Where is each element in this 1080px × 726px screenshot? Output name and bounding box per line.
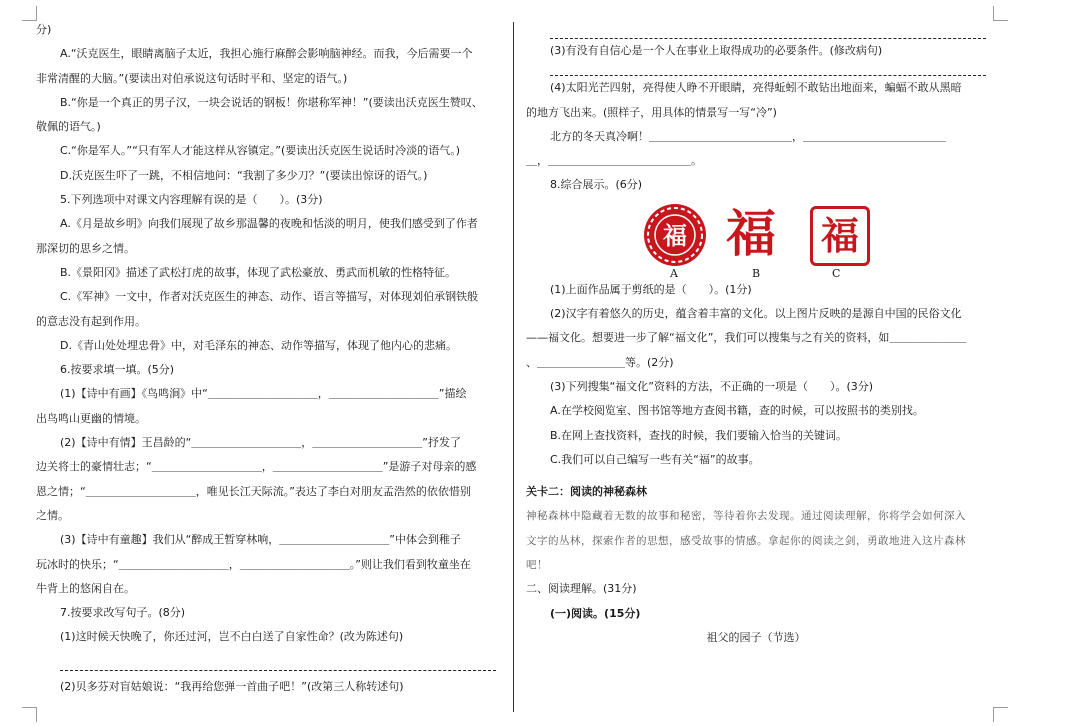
- question-7-1: (1)这时候天快晚了，你还过河，岂不白白送了自家性命？(改为陈述句): [60, 630, 404, 644]
- part-2-heading: 二、阅读理解。(31分): [526, 582, 637, 596]
- crop-mark-top-left: [22, 6, 37, 21]
- option-a: A.在学校阅览室、图书馆等地方查阅书籍，查的时候，可以按照书的类别找。: [550, 404, 924, 418]
- left-column: [36, 18, 496, 699]
- section-2-title: 关卡二：阅读的神秘森林: [526, 485, 647, 499]
- option-d: D.《青山处处埋忠骨》中，对毛泽东的神态、动作等描写，体现了他内心的悲痛。: [60, 338, 457, 352]
- option-c: C.《军神》一文中，作者对沃克医生的神态、动作、语言等描写，对体现刘伯承钢铁般: [60, 290, 479, 304]
- crop-mark-top-right: [993, 6, 1008, 21]
- papercut-pattern-icon: [644, 204, 706, 266]
- fu-char-c: 福: [820, 212, 859, 258]
- text-line: 敬佩的语气。): [36, 120, 101, 134]
- text-line: 分): [36, 23, 52, 36]
- text-line: ——福文化。想要进一步了解“福文化”，我们可以搜集与之有关的资料，如＿＿＿＿＿＿＿: [526, 331, 967, 345]
- answer-blank-line: [550, 26, 986, 39]
- question-8-1: (1)上面作品属于剪纸的是（ ）。(1分): [550, 282, 752, 296]
- answer-blank-line: [550, 63, 986, 76]
- text-line: 之情。: [36, 508, 69, 522]
- fill-blank-line: ＿，＿＿＿＿＿＿＿＿＿＿＿＿＿。: [526, 154, 702, 168]
- text-line: 出鸟鸣山更幽的情境。: [36, 411, 146, 425]
- right-column: [526, 26, 986, 650]
- text-line: 那深切的思乡之情。: [36, 241, 135, 255]
- text-line: 牛背上的悠闲自在。: [36, 581, 135, 595]
- option-a: A.“沃克医生，眼睛离脑子太近，我担心施行麻醉会影响脑神经。而我，今后需要一个: [60, 47, 473, 61]
- fu-artwork-row: [526, 202, 986, 280]
- text-line: 恩之情；“＿＿＿＿＿＿＿＿＿＿，唯见长江天际流。”表达了李白对朋友孟浩然的依依惜别: [36, 484, 471, 498]
- option-d: D.沃克医生吓了一跳，不相信地问：“我割了多少刀？”(要读出惊讶的语气。): [60, 168, 428, 182]
- option-b: B.《景阳冈》描述了武松打虎的故事，体现了武松豪放、勇武而机敏的性格特征。: [60, 265, 457, 279]
- text-line: 边关将士的豪情壮志；“＿＿＿＿＿＿＿＿＿＿，＿＿＿＿＿＿＿＿＿＿”是游子对母亲的感: [36, 460, 477, 474]
- text-line: 、＿＿＿＿＿＿＿＿等。(2分): [526, 355, 674, 369]
- question-7-4: (4)太阳光芒四射，亮得使人睁不开眼睛，亮得蚯蚓不敢钻出地面来，蝙蝠不敢从黑暗: [550, 81, 962, 95]
- section-intro: 神秘森林中隐藏着无数的故事和秘密，等待着你去发现。通过阅读理解，你将学会如何深入: [526, 510, 966, 523]
- label-b: B: [752, 266, 761, 280]
- text-line: 的意志没有起到作用。: [36, 314, 146, 328]
- question-5: 5.下列选项中对课文内容理解有误的是（ ）。(3分): [60, 193, 323, 207]
- column-divider: [513, 22, 514, 712]
- question-7-3: (3)有没有自信心是一个人在事业上取得成功的必要条件。(修改病句): [550, 44, 883, 57]
- article-title: 祖父的园子（节选）: [706, 630, 806, 644]
- option-b: B.“你是一个真正的男子汉，一块会说话的钢板！你堪称军神！”(要读出沃克医生赞叹、: [60, 95, 483, 109]
- option-c: C.“你是军人。”“只有军人才能这样从容镇定。”(要读出沃克医生说话时冷淡的语气。): [60, 144, 461, 158]
- fill-blank-line: 北方的冬天真冷啊！＿＿＿＿＿＿＿＿＿＿＿＿＿，＿＿＿＿＿＿＿＿＿＿＿＿＿: [550, 129, 946, 143]
- question-6-2: (2)【诗中有情】王昌龄的“＿＿＿＿＿＿＿＿＿＿，＿＿＿＿＿＿＿＿＿＿”抒发了: [60, 436, 461, 450]
- question-8: 8.综合展示。(6分): [550, 178, 643, 192]
- question-7: 7.按要求改写句子。(8分): [60, 606, 186, 620]
- section-intro: 吧！: [526, 559, 548, 572]
- text-line: 的地方飞出来。(照样子，用具体的情景写一写“冷”): [526, 105, 777, 119]
- crop-mark-bottom-right: [993, 707, 1008, 722]
- text-line: 非常清醒的大脑。”(要读出对伯承说这句话时平和、坚定的语气。): [36, 71, 348, 85]
- question-8-3: (3)下列搜集“福文化”资料的方法，不正确的一项是（ ）。(3分): [550, 379, 874, 393]
- question-6: 6.按要求填一填。(5分): [60, 363, 175, 377]
- calligraphy-fu-image-b: 福: [726, 203, 776, 263]
- option-a: A.《月是故乡明》向我们展现了故乡那温馨的夜晚和恬淡的明月，使我们感受到了作者: [60, 217, 478, 231]
- question-6-1: (1)【诗中有画】《鸟鸣涧》中“＿＿＿＿＿＿＿＿＿＿，＿＿＿＿＿＿＿＿＿＿”描绘: [60, 387, 467, 401]
- fu-char-a: 福: [663, 220, 687, 250]
- papercut-fu-image-a: [644, 204, 706, 266]
- label-a: A: [670, 266, 678, 280]
- crop-mark-bottom-left: [22, 707, 37, 722]
- option-c: C.我们可以自己编写一些有关“福”的故事。: [550, 452, 760, 466]
- seal-fu-image-c: [810, 206, 870, 266]
- text-line: 玩冰时的快乐；“＿＿＿＿＿＿＿＿＿＿，＿＿＿＿＿＿＿＿＿＿。”则让我们看到牧童坐在: [36, 557, 471, 571]
- question-8-2: (2)汉字有着悠久的历史，蕴含着丰富的文化。以上图片反映的是源自中国的民俗文化: [550, 307, 962, 321]
- question-6-3: (3)【诗中有童趣】我们从“醉成王暂穿林响，＿＿＿＿＿＿＿＿＿＿”中体会到稚子: [60, 533, 461, 547]
- answer-blank-line: [60, 656, 496, 671]
- section-intro: 文字的丛林，探索作者的思想，感受故事的情感。拿起你的阅读之剑，勇敢地进入这片森林: [526, 534, 966, 547]
- label-c: C: [832, 266, 841, 280]
- option-b: B.在网上查找资料，查找的时候，我们要输入恰当的关键词。: [550, 428, 848, 442]
- part-2-1-heading: (一)阅读。(15分): [550, 606, 641, 620]
- question-7-2: (2)贝多芬对盲姑娘说：“我再给您弹一首曲子吧！”(改第三人称转述句): [60, 679, 404, 693]
